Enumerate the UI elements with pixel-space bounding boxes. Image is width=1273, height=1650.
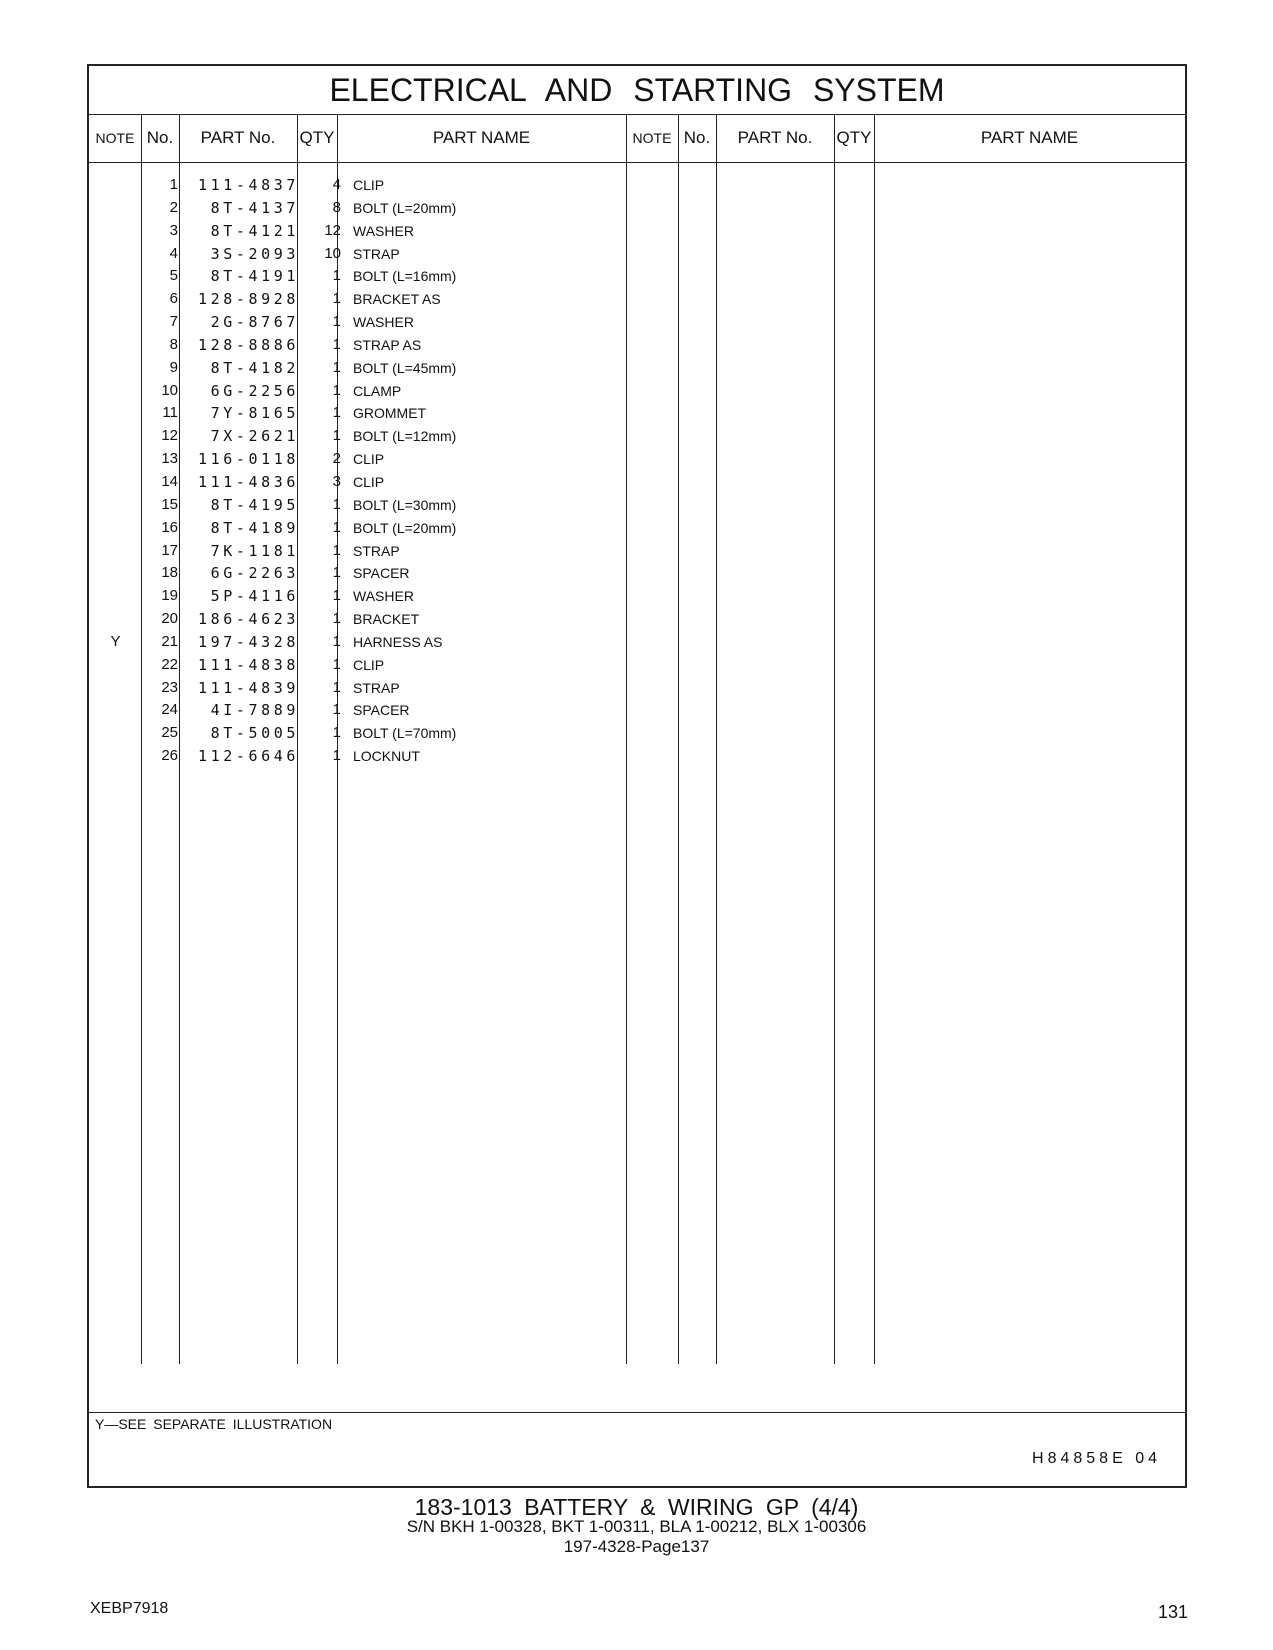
header-note-right: NOTE bbox=[632, 130, 672, 146]
table-row bbox=[89, 448, 609, 471]
header-part-no-left: PART No. bbox=[200, 128, 276, 147]
part-name: BRACKET AS bbox=[353, 291, 441, 308]
part-number: 128-8928 bbox=[197, 290, 299, 309]
part-qty: 1 bbox=[332, 655, 341, 673]
table-row bbox=[89, 722, 609, 745]
part-note: Y bbox=[110, 632, 121, 650]
part-name: BOLT (L=45mm) bbox=[353, 359, 457, 376]
table-row bbox=[89, 517, 609, 540]
part-name: CLIP bbox=[353, 473, 385, 490]
part-number: 8T-4121 bbox=[210, 221, 299, 240]
part-name: LOCKNUT bbox=[353, 748, 420, 765]
part-number: 111-4837 bbox=[197, 176, 299, 194]
table-row bbox=[89, 471, 609, 494]
table-row bbox=[89, 220, 609, 243]
table-row bbox=[89, 425, 609, 448]
part-number: 111-4836 bbox=[197, 472, 299, 491]
part-item-no: 1 bbox=[169, 176, 178, 193]
part-name: BOLT (L=20mm) bbox=[353, 199, 457, 216]
part-item-no: 19 bbox=[161, 587, 178, 605]
part-name: BOLT (L=30mm) bbox=[353, 496, 457, 513]
part-name: STRAP bbox=[353, 679, 400, 696]
part-item-no: 18 bbox=[161, 564, 178, 582]
part-name: BRACKET bbox=[353, 611, 420, 628]
part-qty: 1 bbox=[332, 541, 341, 559]
part-name: WASHER bbox=[353, 588, 414, 605]
part-name: BOLT (L=16mm) bbox=[353, 268, 457, 285]
part-item-no: 20 bbox=[161, 610, 178, 628]
part-number: 2G-8767 bbox=[210, 313, 299, 332]
table-row bbox=[89, 654, 609, 677]
part-qty: 1 bbox=[332, 632, 341, 650]
part-qty: 1 bbox=[332, 335, 341, 353]
header-part-name-right: PART NAME bbox=[980, 128, 1079, 147]
part-number: 8T-4191 bbox=[210, 267, 299, 286]
table-row bbox=[89, 745, 609, 768]
part-qty: 12 bbox=[324, 221, 341, 239]
part-qty: 1 bbox=[332, 267, 341, 285]
table-row bbox=[89, 197, 609, 220]
part-item-no: 2 bbox=[169, 198, 178, 216]
table-row bbox=[89, 585, 609, 608]
part-item-no: 16 bbox=[161, 518, 178, 536]
part-number: 111-4838 bbox=[197, 655, 299, 674]
column-divider bbox=[874, 114, 875, 1364]
part-number: 6G-2256 bbox=[210, 381, 299, 400]
table-row bbox=[89, 699, 609, 722]
part-item-no: 12 bbox=[161, 427, 178, 445]
footnote: Y—SEE SEPARATE ILLUSTRATION bbox=[95, 1416, 333, 1432]
part-number: 186-4623 bbox=[197, 610, 299, 629]
part-qty: 1 bbox=[332, 701, 341, 719]
part-name: WASHER bbox=[353, 314, 414, 331]
table-row bbox=[89, 243, 609, 266]
illustration-code: H84858E 04 bbox=[1032, 1450, 1161, 1467]
header-part-no-right: PART No. bbox=[737, 128, 813, 147]
part-number: 128-8886 bbox=[197, 335, 299, 354]
part-name: GROMMET bbox=[353, 405, 427, 422]
part-item-no: 3 bbox=[169, 221, 178, 239]
part-qty: 1 bbox=[332, 747, 341, 765]
part-name: STRAP AS bbox=[353, 336, 422, 353]
column-divider bbox=[834, 114, 835, 1364]
caption-serial-numbers: S/N BKH 1-00328, BKT 1-00311, BLA 1-00212, BLX 1-00306 bbox=[406, 1517, 867, 1536]
part-qty: 1 bbox=[332, 564, 341, 582]
part-name: CLIP bbox=[353, 656, 385, 673]
part-qty: 1 bbox=[332, 724, 341, 742]
part-name: HARNESS AS bbox=[353, 633, 443, 650]
part-item-no: 21 bbox=[161, 632, 178, 650]
part-item-no: 24 bbox=[161, 701, 178, 719]
part-number: 8T-4189 bbox=[210, 518, 299, 537]
part-number: 5P-4116 bbox=[210, 587, 299, 606]
table-row bbox=[89, 174, 609, 197]
part-qty: 1 bbox=[332, 587, 341, 605]
part-name: BOLT (L=12mm) bbox=[353, 428, 457, 445]
header-note-left: NOTE bbox=[95, 130, 135, 146]
header-no-left: No. bbox=[146, 128, 174, 147]
part-item-no: 4 bbox=[169, 244, 178, 262]
section-title: ELECTRICAL AND STARTING SYSTEM bbox=[89, 66, 1185, 115]
part-qty: 3 bbox=[332, 472, 341, 490]
table-row bbox=[89, 334, 609, 357]
header-part-name-left: PART NAME bbox=[432, 128, 531, 147]
table-row bbox=[89, 562, 609, 585]
table-row bbox=[89, 288, 609, 311]
part-item-no: 13 bbox=[161, 450, 178, 468]
part-item-no: 9 bbox=[169, 358, 178, 376]
table-header bbox=[89, 114, 1185, 163]
column-divider bbox=[678, 114, 679, 1364]
column-divider bbox=[626, 114, 627, 1364]
part-number: 7Y-8165 bbox=[210, 404, 299, 423]
part-qty: 1 bbox=[332, 427, 341, 445]
table-row bbox=[89, 357, 609, 380]
table-row bbox=[89, 677, 609, 700]
part-qty: 1 bbox=[332, 313, 341, 331]
part-number: 6G-2263 bbox=[210, 564, 299, 583]
part-item-no: 14 bbox=[161, 472, 178, 490]
column-divider bbox=[716, 114, 717, 1364]
part-qty: 4 bbox=[332, 176, 341, 193]
part-item-no: 6 bbox=[169, 290, 178, 308]
part-qty: 10 bbox=[324, 244, 341, 262]
part-qty: 8 bbox=[332, 198, 341, 216]
part-qty: 1 bbox=[332, 404, 341, 422]
parts-list bbox=[89, 174, 609, 768]
part-name: BOLT (L=70mm) bbox=[353, 725, 457, 742]
part-qty: 1 bbox=[332, 290, 341, 308]
part-number: 8T-5005 bbox=[210, 724, 299, 743]
part-name: SPACER bbox=[353, 565, 410, 582]
part-item-no: 23 bbox=[161, 678, 178, 696]
table-row bbox=[89, 311, 609, 334]
table-row bbox=[89, 608, 609, 631]
part-item-no: 5 bbox=[169, 267, 178, 285]
table-row bbox=[89, 540, 609, 563]
part-item-no: 17 bbox=[161, 541, 178, 559]
part-name: SPACER bbox=[353, 702, 410, 719]
part-number: 7K-1181 bbox=[210, 541, 299, 560]
part-item-no: 15 bbox=[161, 495, 178, 513]
caption-group-title: 183-1013 BATTERY & WIRING GP (4/4) bbox=[414, 1494, 859, 1520]
part-name: CLAMP bbox=[353, 382, 402, 399]
part-number: 197-4328 bbox=[197, 632, 299, 651]
part-name: CLIP bbox=[353, 177, 385, 193]
part-number: 112-6646 bbox=[197, 747, 299, 766]
part-name: STRAP bbox=[353, 245, 400, 262]
table-row bbox=[89, 402, 609, 425]
part-name: STRAP bbox=[353, 542, 400, 559]
parts-table-frame bbox=[87, 64, 1187, 1488]
part-item-no: 22 bbox=[161, 655, 178, 673]
table-row bbox=[89, 494, 609, 517]
table-row bbox=[89, 265, 609, 288]
table-row bbox=[89, 380, 609, 403]
part-qty: 2 bbox=[332, 450, 341, 468]
part-number: 8T-4182 bbox=[210, 358, 299, 377]
part-name: CLIP bbox=[353, 451, 385, 468]
table-row bbox=[89, 631, 609, 654]
caption-page-ref: 197-4328-Page137 bbox=[563, 1537, 710, 1556]
part-number: 8T-4195 bbox=[210, 495, 299, 514]
part-item-no: 10 bbox=[161, 381, 178, 399]
part-number: 116-0118 bbox=[197, 450, 299, 469]
part-name: BOLT (L=20mm) bbox=[353, 519, 457, 536]
part-item-no: 11 bbox=[162, 404, 178, 422]
part-qty: 1 bbox=[332, 518, 341, 536]
part-qty: 1 bbox=[332, 358, 341, 376]
part-qty: 1 bbox=[332, 381, 341, 399]
page-number: 131 bbox=[1158, 1602, 1189, 1622]
table-body-bottom-rule bbox=[89, 1412, 1185, 1413]
part-qty: 1 bbox=[332, 610, 341, 628]
part-number: 4I-7889 bbox=[210, 701, 299, 720]
part-item-no: 25 bbox=[161, 724, 178, 742]
part-qty: 1 bbox=[332, 495, 341, 513]
part-number: 111-4839 bbox=[197, 678, 299, 697]
header-no-right: No. bbox=[683, 128, 711, 147]
header-qty-right: QTY bbox=[836, 128, 872, 147]
part-qty: 1 bbox=[332, 678, 341, 696]
part-number: 3S-2093 bbox=[210, 244, 299, 263]
part-number: 8T-4137 bbox=[210, 198, 299, 217]
header-qty-left: QTY bbox=[299, 128, 335, 147]
part-name: WASHER bbox=[353, 222, 414, 239]
part-item-no: 26 bbox=[161, 747, 178, 765]
document-id: XEBP7918 bbox=[90, 1600, 169, 1617]
part-item-no: 7 bbox=[169, 313, 178, 331]
part-item-no: 8 bbox=[169, 335, 178, 353]
part-number: 7X-2621 bbox=[210, 427, 299, 446]
